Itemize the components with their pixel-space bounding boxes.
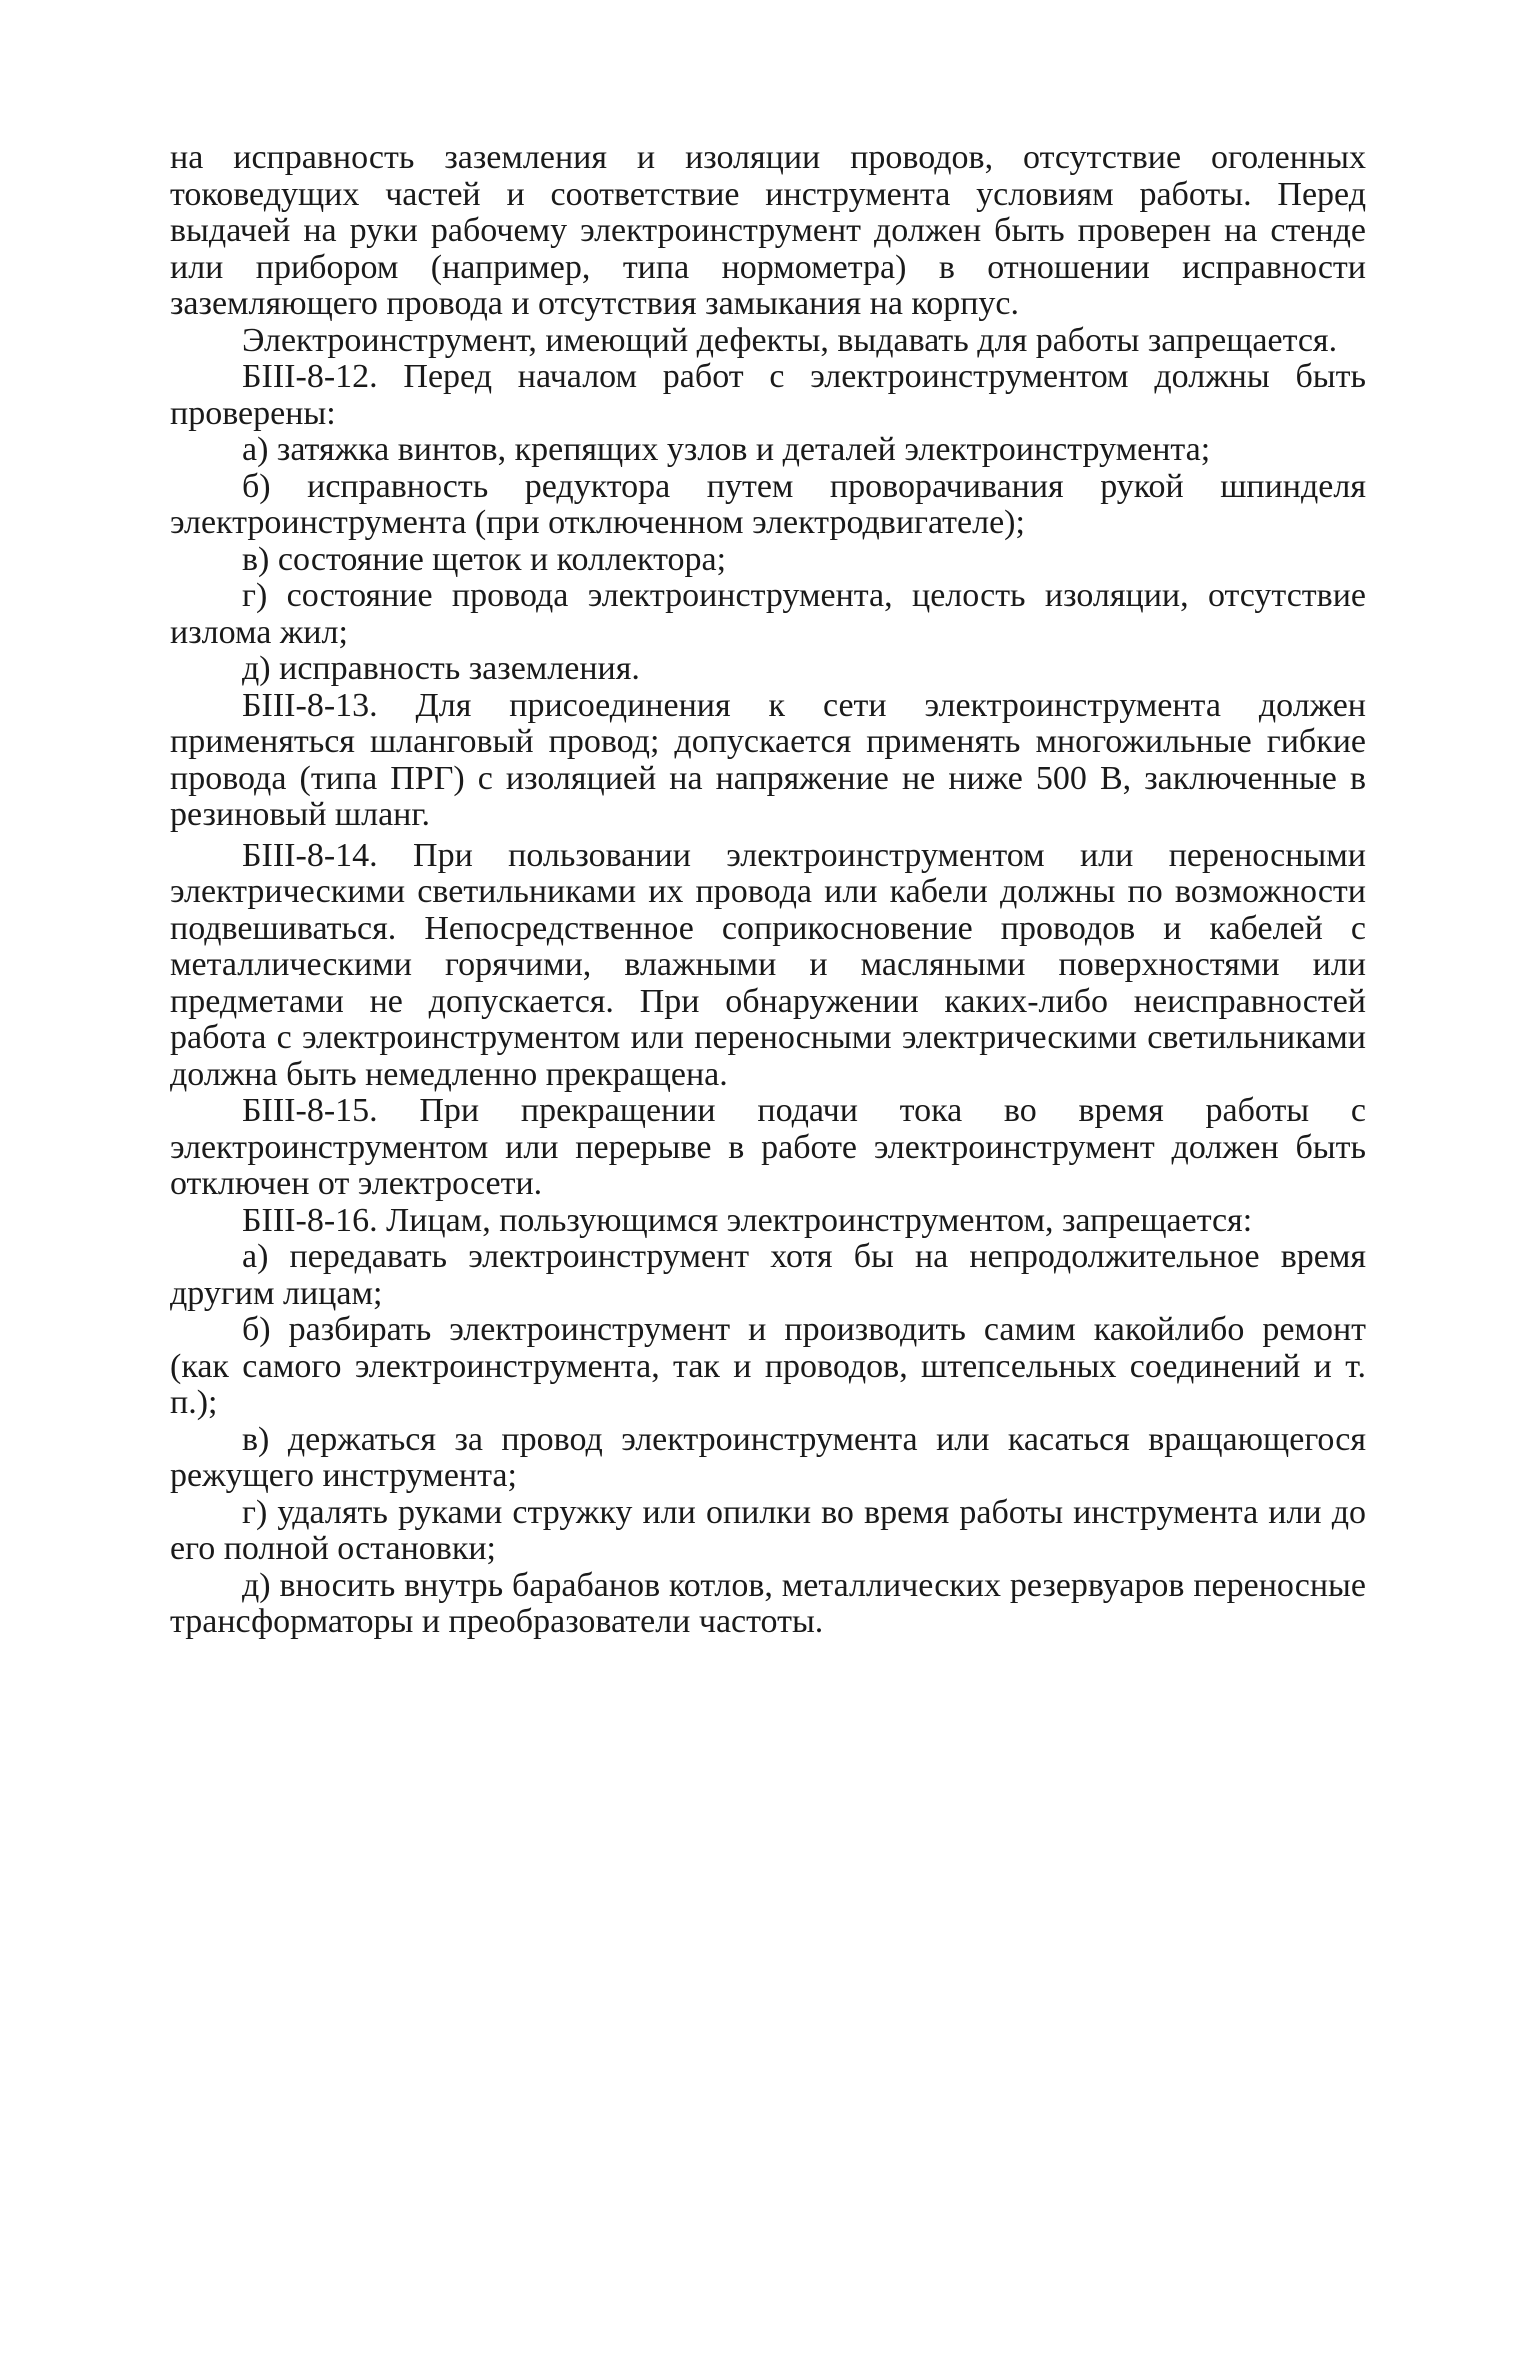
clause-b3-8-12-item-g: г) состояние провода электроинструмента, целость изоляции, отсутствие излома жил;: [170, 577, 1366, 651]
document-page: [170, 140, 1366, 1641]
clause-b3-8-13: БIII-8-13. Для присоединения к сети электроинструмента должен применяться шланговый провод; допускается применять многожильные гибкие провода (типа ПРГ) с изоляцией на напряжение не ниже 500 В, заключенные в резиновый шланг.: [170, 686, 1366, 833]
clause-b3-8-16: БIII-8-16. Лицам, пользующимся электроинструментом, запрещается:: [242, 1201, 1253, 1239]
clause-b3-8-16-item-v: в) держаться за провод электроинструмента или касаться вращающегося режущего инструмента;: [170, 1420, 1366, 1494]
clause-b3-8-12-item-a: а) затяжка винтов, крепящих узлов и деталей электроинструмента;: [242, 431, 1211, 468]
clause-b3-8-15: БIII-8-15. При прекращении подачи тока во время работы с электроинструментом или перерыве в работе электроинструмент должен быть отключен от электросети.: [170, 1092, 1366, 1202]
clause-b3-8-16-item-g: г) удалять руками стружку или опилки во время работы инструмента или до его полной остановки;: [170, 1493, 1366, 1567]
paragraph-intro: на исправность заземления и изоляции проводов, отсутствие оголенных токоведущих частей и соответствие инструмента условиям работы. Перед выдачей на руки рабочему электроинструмент должен быть проверен на стенде или прибором (например, типа нормометра) в отношении исправности заземляющего провода и отсутствия замыкания на корпус.: [170, 139, 1366, 322]
clause-b3-8-16-item-a: а) передавать электроинструмент хотя бы на непродолжительное время другим лицам;: [170, 1238, 1366, 1312]
paragraph-defects: Электроинструмент, имеющий дефекты, выдавать для работы запрещается.: [242, 321, 1338, 359]
clause-b3-8-12: БIII-8-12. Перед началом работ с электроинструментом должны быть проверены:: [170, 358, 1366, 432]
clause-b3-8-16-item-d: д) вносить внутрь барабанов котлов, металлических резервуаров переносные трансформаторы и преобразователи частоты.: [170, 1566, 1366, 1640]
clause-b3-8-12-item-b: б) исправность редуктора путем проворачивания рукой шпинделя электроинструмента (при отключенном электродвигателе);: [170, 467, 1366, 541]
clause-b3-8-16-item-b: б) разбирать электроинструмент и производить самим какойлибо ремонт (как самого электроинструмента, так и проводов, штепсельных соединений и т. п.);: [170, 1311, 1366, 1421]
clause-b3-8-12-item-v: в) состояние щеток и коллектора;: [242, 540, 727, 578]
clause-b3-8-12-item-d: д) исправность заземления.: [242, 650, 640, 687]
clause-b3-8-14: БIII-8-14. При пользовании электроинструментом или переносными электрическими светильниками их провода или кабели должны по возможности подвешиваться. Непосредственное соприкосновение проводов и кабелей с металлическими горячими, влажными и масляными поверхностями или предметами не допускается. При обнаружении каких-либо неисправностей работа с электроинструментом или переносными электрическими светильниками должна быть немедленно прекращена.: [170, 836, 1366, 1093]
